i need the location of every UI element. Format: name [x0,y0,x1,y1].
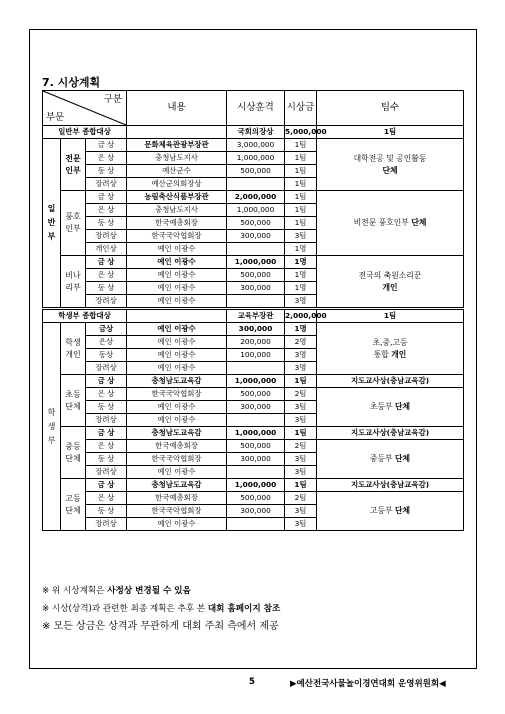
table-row: 동 상 예인 이광수 300,000 3팀 [43,401,464,414]
table-row: 장려상 예인 이광수 3명 [43,362,464,375]
header-award: 시상훈격 [227,91,285,126]
category-student-individual: 학생 개인 [61,323,86,375]
footer-organization: ▶예산전국사물놀이경연대회 운영위원회◀ [290,679,446,689]
header-count: 팀수 [317,91,464,126]
table-row: 은 상 예인 이광수 500,000 1명 [43,269,464,282]
category-pro: 전문 인부 [61,139,86,191]
table-row: 장려상 예인 이광수 3명 [43,295,464,309]
table-row: 동 상 한국예총회장 500,000 1팀 [43,217,464,230]
table-row: 동 상 예인 이광수 300,000 1명 [43,282,464,295]
student-grand-prize-row [43,309,464,323]
note-student-individual: 초,중,고등 통합 개인 [317,323,464,375]
table-row: 장려상 예산군의회장상 1팀 [43,178,464,191]
table-row: 은 상 한국예총회장 500,000 2팀 중등부 단체 [43,440,464,453]
table-row: 초등 단체 금 상 충청남도교육감 1,000,000 1팀 지도교사상(충남교육감) [43,375,464,388]
table-row: 은상 예인 이광수 200,000 2명 [43,336,464,349]
student-total-prize: 2,000,000 [285,309,317,323]
page-number: 5 [249,677,255,687]
table-row: 풍호 인부 금 상 농림축산식품부장관 2,000,000 1팀 비전문 풍호인부 단체 [43,191,464,204]
student-total-award: 교육부장관 [227,309,285,323]
table-row: 개인상 예인 이광수 1명 [43,243,464,256]
general-total-label: 일반부 종합대상 [43,126,127,139]
table-row: 은 상 한국국악협회장 500,000 2팀 초등부 단체 [43,388,464,401]
section-title: 7. 시상계획 [42,76,101,89]
general-group-label [43,139,61,309]
table-row: 동 상 한국국악협회장 300,000 3팀 [43,505,464,518]
general-group-text: 일 반 부 [47,204,56,241]
note-elementary: 초등부 단체 [317,388,464,427]
table-header-row [43,91,464,126]
header-prize: 시상금 [285,91,317,126]
table-row: 동 상 예산군수 500,000 1팀 [43,165,464,178]
student-total-count: 1팀 [317,309,464,323]
table-row: 은 상 충청남도지사 1,000,000 1팀 [43,204,464,217]
table-row: 중등 단체 금 상 충청남도교육감 1,000,000 1팀 지도교사상(충남교육감) [43,427,464,440]
table-row: 장려상 예인 이광수 3팀 [43,466,464,479]
category-elementary: 초등 단체 [61,375,86,427]
table-row: 고등 단체 금 상 충청남도교육감 1,000,000 1팀 지도교사상(충남교육감) [43,479,464,492]
table-row: 장려상 한국국악협회장 300,000 3팀 [43,230,464,243]
category-high: 고등 단체 [61,479,86,531]
category-middle: 중등 단체 [61,427,86,479]
note-middle: 중등부 단체 [317,440,464,479]
table-row: 장려상 예인 이광수 3팀 [43,414,464,427]
note-amateur: 비전문 풍호인부 단체 [317,191,464,256]
header-content: 내용 [127,91,227,126]
category-binari: 비나 리부 [61,256,86,309]
table-row: 동 상 한국국악협회장 300,000 3팀 [43,453,464,466]
category-amateur: 풍호 인부 [61,191,86,256]
footnote-1: ※ 위 시상계획은 사정상 변경될 수 있음 [42,586,191,596]
corner-header-cell [43,91,127,126]
corner-top-label: 구분 [103,94,123,105]
footnotes [42,582,280,636]
student-group-text: 학 생 부 [47,407,56,445]
table-row: 동상 예인 이광수 100,000 3명 [43,349,464,362]
general-grand-prize-row [43,126,464,139]
footnote-3: ※ 모든 상금은 상격과 무관하게 대회 주최 측에서 제공 [42,621,279,632]
table-row: 장려상 예인 이광수 3팀 [43,518,464,531]
note-pro: 대학전공 및 공인활동 단체 [317,139,464,191]
corner-bottom-label: 부문 [46,112,65,123]
footnote-2: ※ 시상(상격)과 관련한 최종 계획은 추후 본 대회 홈페이지 참조 [42,604,281,614]
table-row: 학 생 부 학생 개인 금상 예인 이광수 300,000 1명 초,중,고등 통합 개인 [43,323,464,336]
student-group-label [43,323,61,531]
note-binari: 전국의 축원소리꾼 개인 [317,256,464,309]
table-row: 은 상 충청남도지사 1,000,000 1팀 [43,152,464,165]
award-schedule-table [42,90,464,531]
student-total-label: 학생부 종합대상 [43,309,127,323]
table-row: 비나 리부 금 상 예인 이광수 1,000,000 1명 전국의 축원소리꾼 개인 [43,256,464,269]
general-total-count: 1팀 [317,126,464,139]
general-total-prize: 5,000,000 [285,126,317,139]
table-row: 은 상 한국예총회장 500,000 2팀 고등부 단체 [43,492,464,505]
note-high: 고등부 단체 [317,492,464,531]
general-total-award: 국회의장상 [227,126,285,139]
table-row: 일 반 부 전문 인부 금 상 문화체육관광부장관 3,000,000 1팀 대학전공 및 공인활동 단체 [43,139,464,152]
